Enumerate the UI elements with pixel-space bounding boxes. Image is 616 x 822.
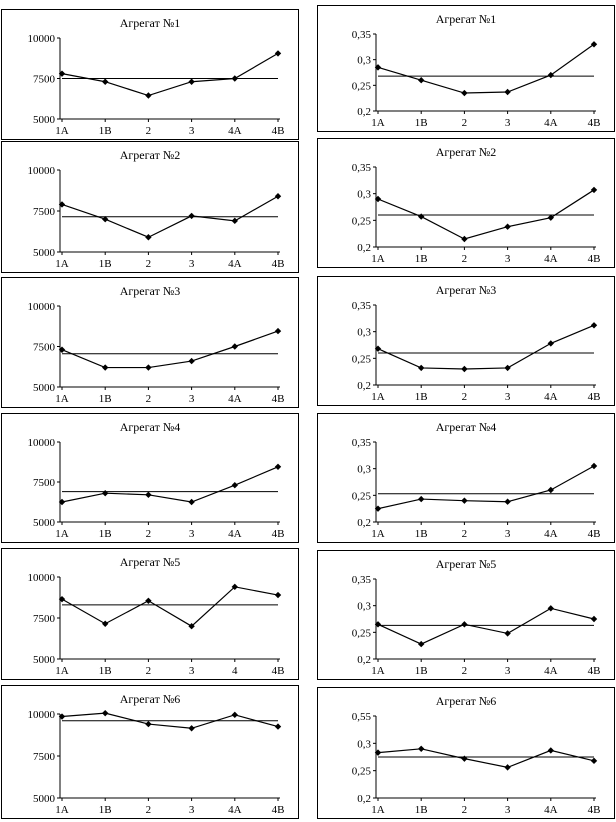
series-line (378, 466, 594, 509)
x-tick-label: 4A (544, 804, 558, 816)
y-tick-label: 0,3 (357, 326, 371, 339)
x-tick-label: 2 (145, 665, 152, 677)
chart-svg (2, 142, 300, 274)
y-tick-label: 0,2 (357, 106, 371, 118)
x-tick-label: 3 (504, 804, 511, 816)
x-tick-label: 3 (188, 125, 195, 137)
chart-panel-11 (1, 685, 299, 819)
chart-panel-10 (317, 550, 615, 680)
chart-title: Агрегат №2 (119, 148, 181, 162)
y-tick-label: 0,25 (351, 215, 371, 228)
chart-svg (2, 414, 300, 544)
data-point (145, 598, 151, 604)
x-tick-label: 2 (145, 125, 152, 137)
chart-title: Агрегат №6 (119, 692, 181, 706)
y-tick-label: 0,35 (351, 574, 371, 586)
x-tick-label: 2 (145, 393, 152, 405)
data-point (275, 464, 281, 470)
y-tick-label: 0,25 (351, 80, 371, 93)
y-tick-label: 10000 (27, 572, 55, 584)
x-tick-label: 2 (461, 117, 468, 129)
y-tick-label: 0,35 (351, 162, 371, 174)
data-point (145, 492, 151, 498)
series-line (62, 331, 278, 367)
x-tick-label: 1B (414, 117, 428, 129)
data-point (591, 616, 597, 622)
x-tick-label: 1B (414, 253, 428, 265)
y-tick-label: 0,3 (357, 738, 371, 751)
y-tick-label: 0,35 (351, 437, 371, 449)
y-tick-label: 10000 (27, 165, 55, 177)
x-tick-label: 3 (504, 528, 511, 540)
x-tick-label: 1B (98, 665, 112, 677)
x-tick-label: 4A (228, 258, 242, 270)
x-tick-label: 4B (587, 528, 601, 540)
x-tick-label: 3 (188, 665, 195, 677)
data-point (188, 79, 194, 85)
x-tick-label: 4A (544, 665, 558, 677)
x-tick-label: 1A (55, 528, 69, 540)
data-point (418, 365, 424, 371)
data-point (504, 630, 510, 636)
chart-svg (318, 6, 616, 133)
chart-panel-9 (1, 548, 299, 680)
data-point (591, 758, 597, 764)
data-point (591, 322, 597, 328)
data-point (102, 710, 108, 716)
data-point (418, 496, 424, 502)
chart-title: Агрегат №4 (119, 420, 181, 434)
data-point (461, 755, 467, 761)
data-point (188, 725, 194, 731)
y-tick-label: 7500 (33, 477, 55, 489)
data-point (102, 621, 108, 627)
chart-svg (2, 549, 300, 681)
data-point (461, 236, 467, 242)
chart-panel-6 (317, 276, 615, 406)
series-line (378, 44, 594, 93)
data-point (188, 499, 194, 505)
x-tick-label: 2 (461, 804, 468, 816)
x-tick-label: 4B (271, 125, 285, 137)
data-point (102, 490, 108, 496)
x-tick-label: 1B (414, 665, 428, 677)
series-line (62, 587, 278, 626)
y-tick-label: 5000 (33, 247, 55, 259)
data-point (275, 50, 281, 56)
x-tick-label: 1B (98, 125, 112, 137)
x-tick-label: 2 (145, 258, 152, 270)
chart-svg (318, 688, 616, 820)
x-tick-label: 4B (271, 804, 285, 816)
x-tick-label: 2 (461, 391, 468, 403)
y-tick-label: 5000 (33, 793, 55, 805)
data-point (548, 487, 554, 493)
y-tick-label: 0,2 (357, 242, 371, 254)
data-point (418, 641, 424, 647)
y-tick-label: 0,2 (357, 517, 371, 529)
chart-panel-2 (317, 5, 615, 132)
x-tick-label: 1A (371, 804, 385, 816)
x-tick-label: 4A (544, 391, 558, 403)
data-point (461, 621, 467, 627)
y-tick-label: 7500 (33, 613, 55, 625)
data-point (232, 75, 238, 81)
y-tick-label: 5000 (33, 114, 55, 126)
data-point (591, 463, 597, 469)
data-point (548, 747, 554, 753)
x-tick-label: 2 (461, 253, 468, 265)
data-point (548, 605, 554, 611)
y-tick-label: 0,35 (351, 300, 371, 312)
x-tick-label: 1B (98, 528, 112, 540)
data-point (275, 328, 281, 334)
x-tick-label: 1A (55, 258, 69, 270)
data-point (504, 764, 510, 770)
data-point (591, 187, 597, 193)
y-tick-label: 0,3 (357, 463, 371, 476)
x-tick-label: 4B (587, 391, 601, 403)
chart-title: Агрегат №6 (435, 694, 497, 708)
x-tick-label: 1A (55, 665, 69, 677)
x-tick-label: 1B (414, 391, 428, 403)
y-tick-label: 0,35 (351, 29, 371, 41)
y-tick-label: 0,25 (351, 627, 371, 640)
series-line (378, 190, 594, 239)
chart-title: Агрегат №5 (119, 555, 181, 569)
x-tick-label: 3 (504, 391, 511, 403)
chart-panel-8 (317, 413, 615, 543)
series-line (62, 467, 278, 502)
x-tick-label: 4A (228, 393, 242, 405)
chart-svg (2, 278, 300, 409)
y-tick-label: 7500 (33, 751, 55, 763)
data-point (188, 213, 194, 219)
x-tick-label: 2 (145, 804, 152, 816)
x-tick-label: 2 (145, 528, 152, 540)
data-point (461, 90, 467, 96)
chart-svg (318, 414, 616, 544)
chart-panel-5 (1, 277, 299, 408)
data-point (461, 366, 467, 372)
data-point (145, 721, 151, 727)
y-tick-label: 0,2 (357, 793, 371, 805)
y-tick-label: 5000 (33, 654, 55, 666)
chart-panel-12 (317, 687, 615, 819)
x-tick-label: 3 (188, 804, 195, 816)
x-tick-label: 4B (271, 258, 285, 270)
x-tick-label: 4A (544, 253, 558, 265)
x-tick-label: 1A (55, 804, 69, 816)
series-line (62, 53, 278, 95)
y-tick-label: 0,3 (357, 188, 371, 201)
x-tick-label: 1B (98, 393, 112, 405)
x-tick-label: 1A (55, 125, 69, 137)
y-tick-label: 5000 (33, 382, 55, 394)
x-tick-label: 1A (371, 391, 385, 403)
data-point (145, 364, 151, 370)
x-tick-label: 3 (504, 665, 511, 677)
y-tick-label: 10000 (27, 33, 55, 45)
chart-panel-7 (1, 413, 299, 543)
x-tick-label: 3 (504, 253, 511, 265)
data-point (275, 592, 281, 598)
chart-panel-4 (317, 138, 615, 268)
x-tick-label: 2 (461, 528, 468, 540)
x-tick-label: 2 (461, 665, 468, 677)
x-tick-label: 3 (504, 117, 511, 129)
data-point (418, 746, 424, 752)
data-point (275, 193, 281, 199)
x-tick-label: 4A (228, 125, 242, 137)
data-point (232, 482, 238, 488)
data-point (102, 79, 108, 85)
chart-svg (2, 686, 300, 820)
x-tick-label: 1A (55, 393, 69, 405)
y-tick-label: 0,3 (357, 600, 371, 613)
x-tick-label: 4B (271, 393, 285, 405)
data-point (504, 499, 510, 505)
x-tick-label: 1A (371, 528, 385, 540)
chart-svg (318, 277, 616, 407)
data-point (275, 723, 281, 729)
y-tick-label: 7500 (33, 341, 55, 354)
x-tick-label: 4A (544, 528, 558, 540)
data-point (232, 343, 238, 349)
y-tick-label: 10000 (27, 437, 55, 449)
data-point (232, 712, 238, 718)
y-tick-label: 5000 (33, 517, 55, 529)
x-tick-label: 4B (271, 528, 285, 540)
x-tick-label: 1A (371, 117, 385, 129)
series-line (378, 325, 594, 369)
data-point (145, 92, 151, 98)
x-tick-label: 1B (414, 528, 428, 540)
series-line (378, 749, 594, 768)
x-tick-label: 1B (414, 804, 428, 816)
x-tick-label: 1B (98, 258, 112, 270)
y-tick-label: 0,2 (357, 654, 371, 666)
chart-svg (318, 551, 616, 681)
data-point (504, 224, 510, 230)
chart-svg (318, 139, 616, 269)
x-tick-label: 3 (188, 393, 195, 405)
chart-svg (2, 10, 300, 141)
data-point (548, 340, 554, 346)
x-tick-label: 3 (188, 258, 195, 270)
x-tick-label: 1A (371, 253, 385, 265)
data-point (461, 497, 467, 503)
x-tick-label: 1A (371, 665, 385, 677)
x-tick-label: 4A (228, 804, 242, 816)
x-tick-label: 4B (587, 253, 601, 265)
series-line (378, 608, 594, 644)
x-tick-label: 4B (271, 665, 285, 677)
x-tick-label: 4A (544, 117, 558, 129)
chart-title: Агрегат №5 (435, 557, 497, 571)
chart-title: Агрегат №3 (119, 284, 181, 298)
y-tick-label: 0,25 (351, 353, 371, 366)
data-point (188, 358, 194, 364)
y-tick-label: 0,25 (351, 765, 371, 778)
data-point (504, 365, 510, 371)
y-tick-label: 0,25 (351, 490, 371, 503)
data-point (418, 77, 424, 83)
x-tick-label: 4B (587, 117, 601, 129)
chart-title: Агрегат №4 (435, 420, 497, 434)
x-tick-label: 3 (188, 528, 195, 540)
chart-title: Агрегат №2 (435, 145, 497, 159)
y-tick-label: 7500 (33, 206, 55, 218)
data-point (102, 364, 108, 370)
y-tick-label: 0,2 (357, 380, 371, 392)
x-tick-label: 4A (228, 528, 242, 540)
y-tick-label: 0,55 (351, 711, 371, 723)
chart-panel-3 (1, 141, 299, 273)
chart-title: Агрегат №1 (119, 16, 181, 30)
data-point (504, 89, 510, 95)
y-tick-label: 10000 (27, 301, 55, 313)
y-tick-label: 0,3 (357, 54, 371, 67)
chart-title: Агрегат №3 (435, 283, 497, 297)
data-point (232, 218, 238, 224)
y-tick-label: 7500 (33, 73, 55, 86)
y-tick-label: 10000 (27, 709, 55, 721)
data-point (418, 213, 424, 219)
chart-title: Агрегат №1 (435, 12, 497, 26)
x-tick-label: 1B (98, 804, 112, 816)
x-tick-label: 4 (232, 665, 238, 677)
data-point (145, 234, 151, 240)
x-tick-label: 4B (587, 665, 601, 677)
x-tick-label: 4B (587, 804, 601, 816)
chart-panel-1 (1, 9, 299, 140)
